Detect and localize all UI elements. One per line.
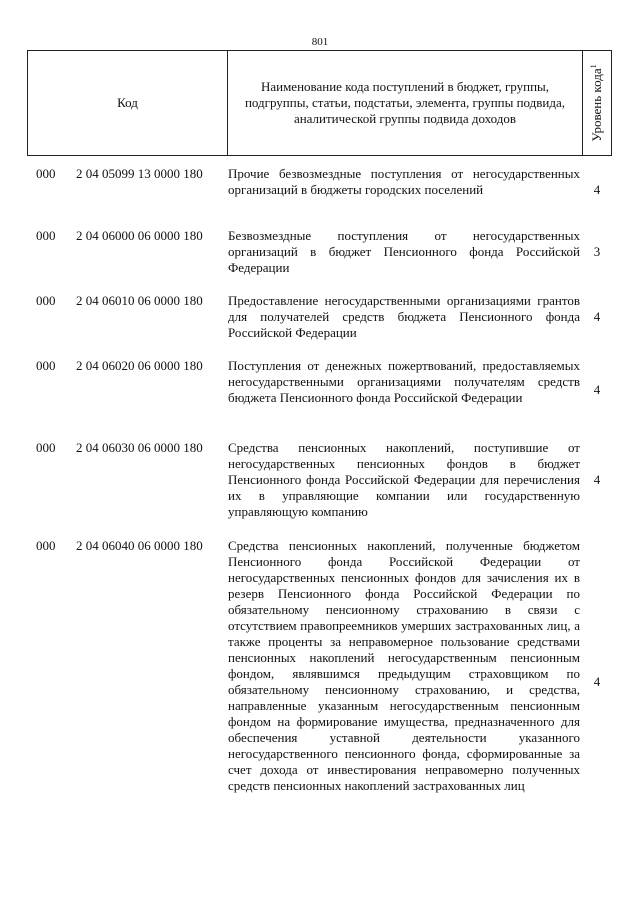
row-name: Поступления от денежных пожертвований, предоставляемых негосударственными организациями получателям средств бюджета Пенсионного фонда Российской Федерации	[228, 358, 580, 405]
footnote-marker: 1	[588, 64, 598, 69]
table-header	[27, 50, 612, 156]
row-prefix: 000	[36, 293, 56, 308]
row-name: Безвозмездные поступления от негосударственных организаций в бюджет Пенсионного фонда Российской Федерации	[228, 228, 580, 275]
row-name: Средства пенсионных накоплений, полученные бюджетом Пенсионного фонда Российской Федерации от негосударственных пенсионных фондов для зачисления их в резерв Пенсионного фонда Российской Федерации по обязательному пенсионному страхованию в связи с отсутствием правопреемников умерших застрахованных лиц, а также проценты за неправомерное пользование средствами пенсионных накоплений негосударственным пенсионным фондом, являвшимся предыдущим страховщиком по обязательному пенсионному страхованию, и средства, направленные указанным негосударственным пенсионным фондом на формирование имущества, предназначенного для обеспечения уставной деятельности указанного негосударственного пенсионного фонда, сформированные за счет дохода от инвестирования неправомерно полученных средств пенсионных накоплений застрахованных лиц	[228, 538, 580, 793]
header-level-text: Уровень кода	[589, 68, 605, 142]
row-level: 3	[593, 244, 601, 259]
row-level: 4	[593, 472, 601, 487]
row-code: 2 04 06000 06 0000 180	[76, 228, 203, 243]
row-level: 4	[593, 674, 601, 689]
header-name: Наименование кода поступлений в бюджет, группы, подгруппы, статьи, подстатьи, элемента, группы подвида, аналитической группы подвида доходов	[228, 51, 583, 155]
row-prefix: 000	[36, 440, 56, 455]
header-level-label	[589, 64, 605, 141]
row-code: 2 04 06010 06 0000 180	[76, 293, 203, 308]
row-level: 4	[593, 182, 601, 197]
row-name: Предоставление негосударственными организациями грантов для получателей средств бюджета Пенсионного фонда Российской Федерации	[228, 293, 580, 340]
header-code: Код	[28, 51, 228, 155]
row-code: 2 04 05099 13 0000 180	[76, 166, 203, 181]
row-code: 2 04 06040 06 0000 180	[76, 538, 203, 553]
row-level: 4	[593, 309, 601, 324]
page-number: 801	[311, 36, 329, 48]
row-code: 2 04 06020 06 0000 180	[76, 358, 203, 373]
row-prefix: 000	[36, 358, 56, 373]
row-name: Прочие безвозмездные поступления от негосударственных организаций в бюджеты городских поселений	[228, 166, 580, 197]
row-name: Средства пенсионных накоплений, поступившие от негосударственных пенсионных фондов в бюджет Пенсионного фонда Российской Федерации для перечисления их в управляющие компании или государственную управляющую компанию	[228, 440, 580, 519]
row-prefix: 000	[36, 166, 56, 181]
row-prefix: 000	[36, 228, 56, 243]
row-code: 2 04 06030 06 0000 180	[76, 440, 203, 455]
row-prefix: 000	[36, 538, 56, 553]
row-level: 4	[593, 382, 601, 397]
header-level	[583, 51, 611, 155]
